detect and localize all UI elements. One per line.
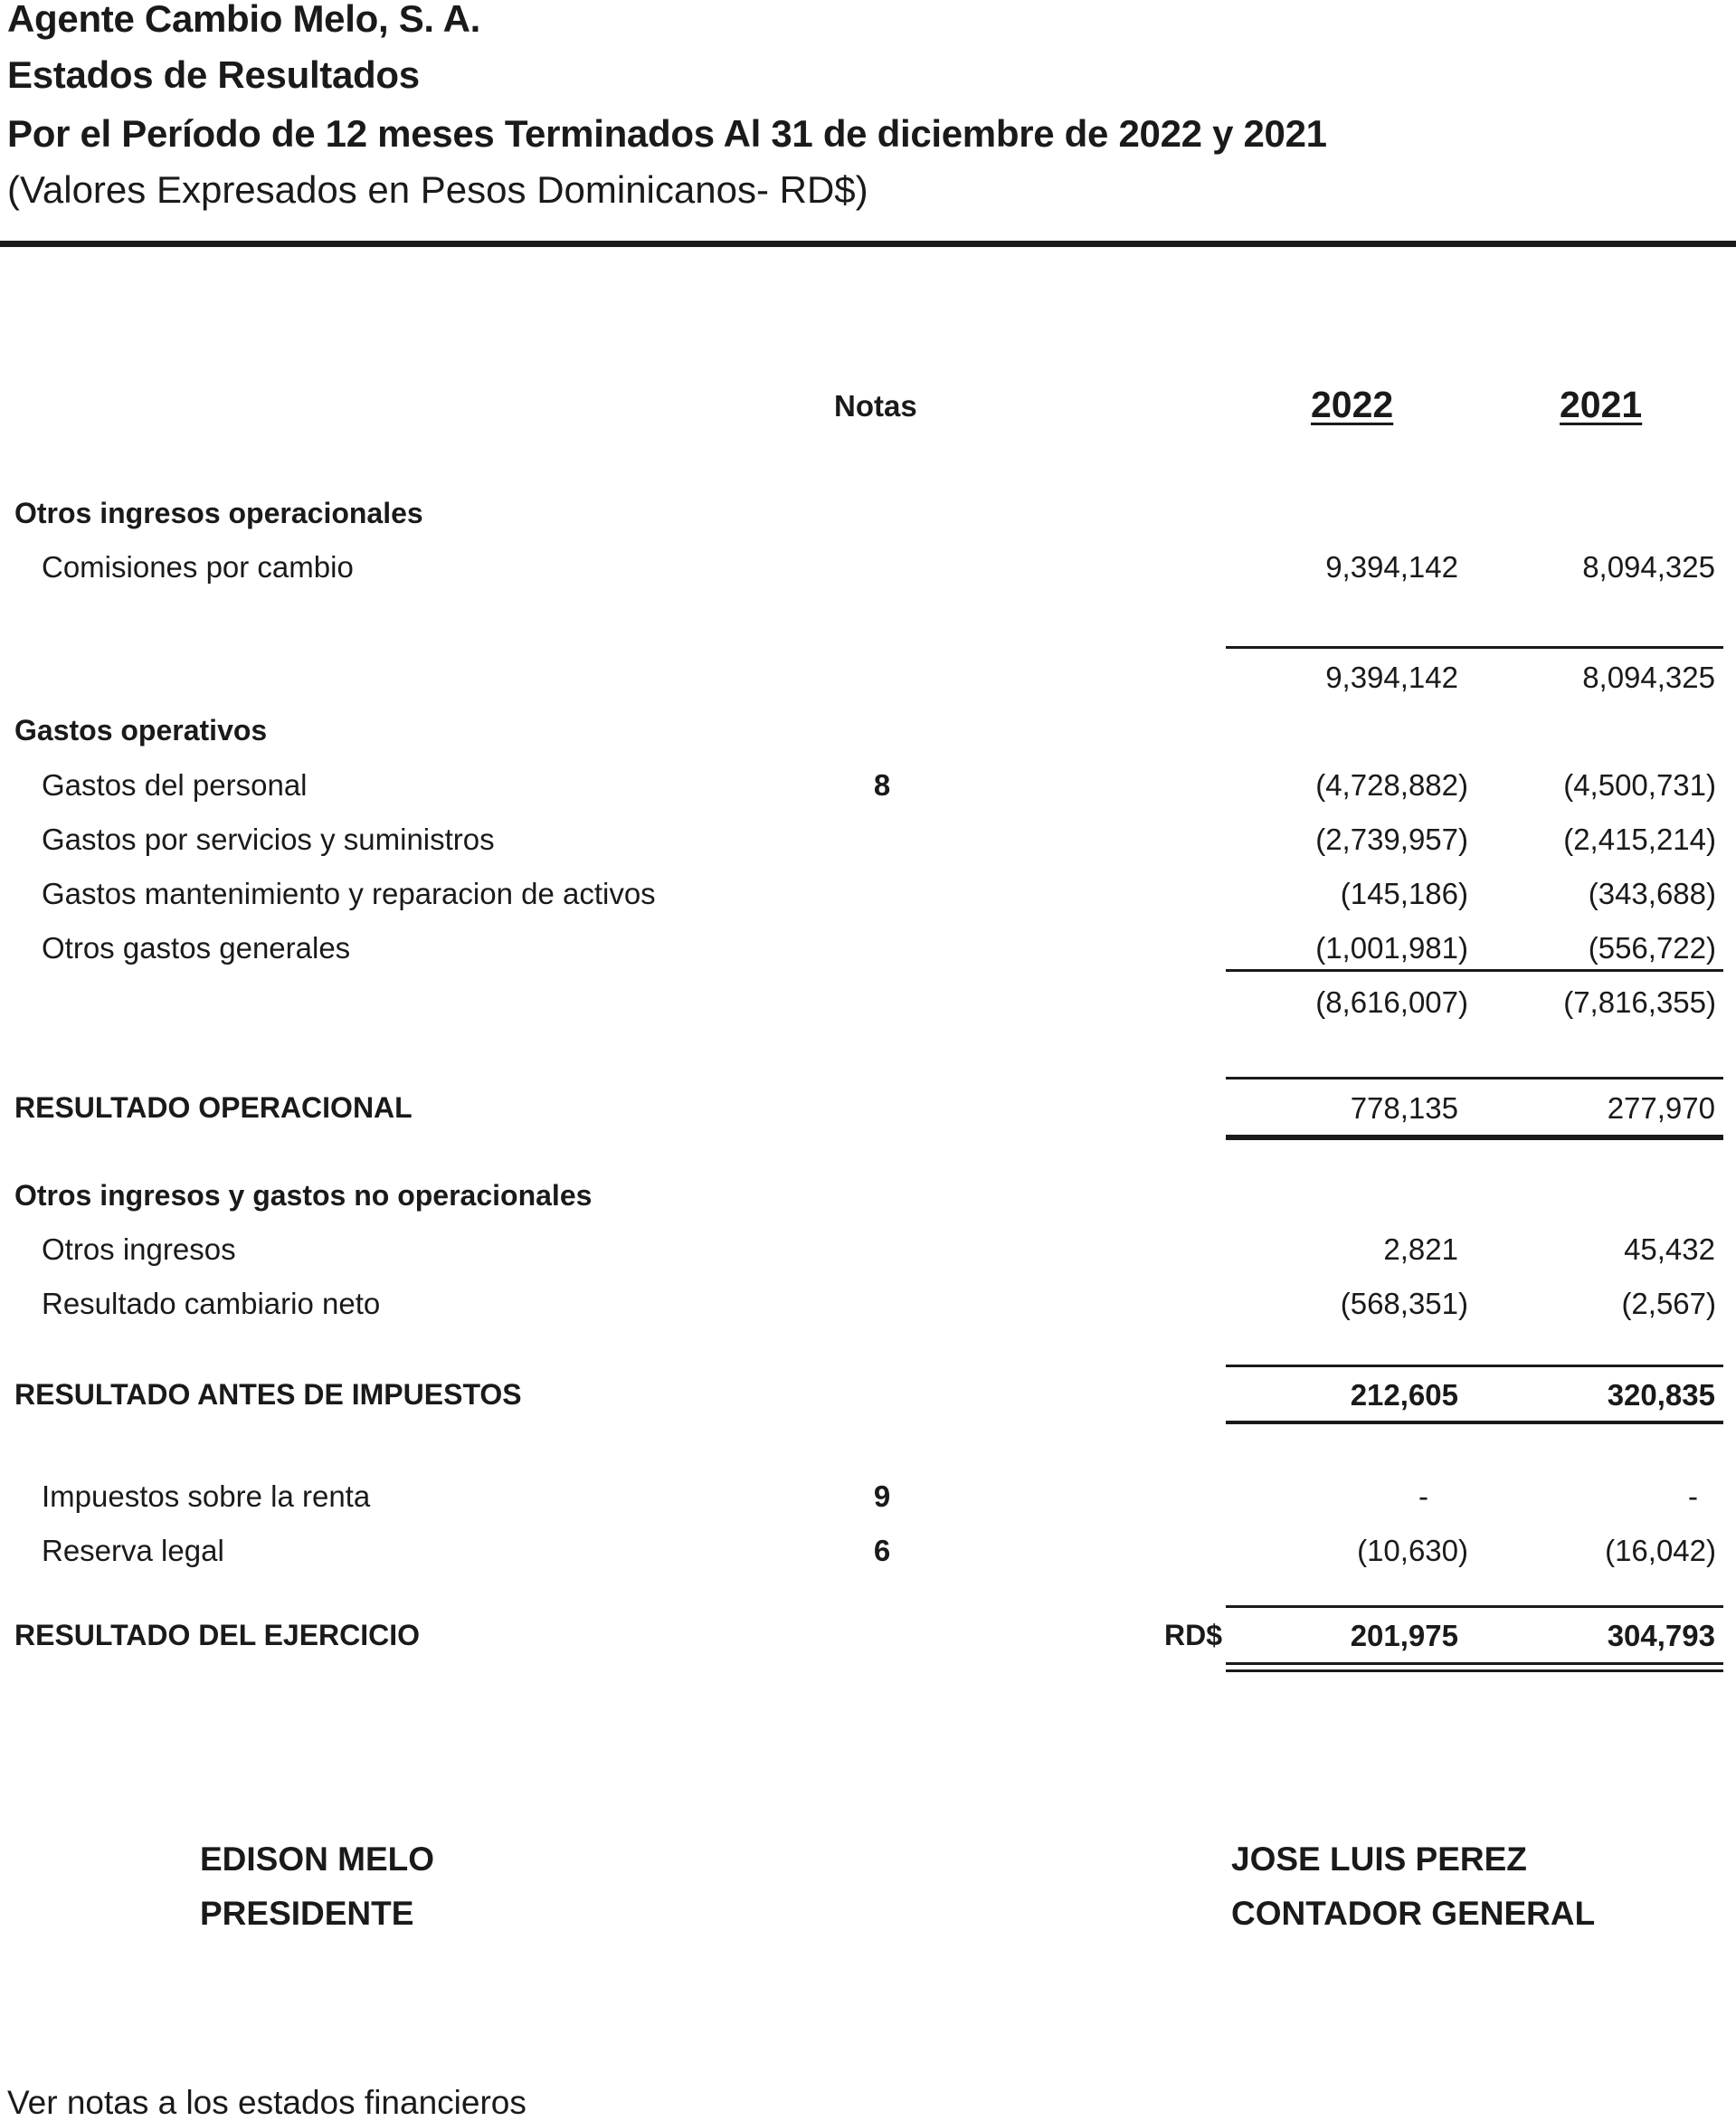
- signer-left-title: PRESIDENTE: [200, 1895, 414, 1932]
- year-2021-header: 2021: [1560, 384, 1643, 425]
- total-rule-bottom: [1226, 1135, 1723, 1140]
- gastos-personal-2021: (4,500,731): [1563, 768, 1716, 802]
- year-2022-header: 2022: [1311, 384, 1394, 425]
- gastos-servicios-label: Gastos por servicios y suministros: [42, 823, 495, 856]
- header-rule: [0, 241, 1736, 247]
- total-rule-top: [1226, 1077, 1723, 1080]
- statement-title: Estados de Resultados: [7, 53, 420, 96]
- resultado-ejercicio-label: RESULTADO DEL EJERCICIO: [14, 1619, 421, 1651]
- section-gastos-operativos: Gastos operativos: [14, 714, 268, 747]
- reserva-legal-2021: (16,042): [1605, 1534, 1716, 1567]
- total-rule-bottom: [1226, 1421, 1723, 1424]
- impuestos-2021: -: [1688, 1479, 1698, 1513]
- resultado-ejercicio-2021: 304,793: [1607, 1619, 1715, 1652]
- notes-column-header: Notas: [834, 389, 917, 423]
- resultado-operacional-label: RESULTADO OPERACIONAL: [14, 1091, 413, 1124]
- double-rule-upper: [1226, 1662, 1723, 1665]
- otros-gastos-2021: (556,722): [1588, 931, 1716, 965]
- gastos-mantenimiento-2021: (343,688): [1588, 877, 1716, 910]
- resultado-cambiario-label: Resultado cambiario neto: [42, 1287, 381, 1320]
- impuestos-label: Impuestos sobre la renta: [42, 1479, 371, 1513]
- gastos-personal-2022: (4,728,882): [1315, 768, 1468, 802]
- gastos-servicios-2021: (2,415,214): [1563, 823, 1716, 856]
- otros-gastos-2022: (1,001,981): [1315, 931, 1468, 965]
- otros-ingresos-2022: 2,821: [1383, 1232, 1458, 1266]
- comisiones-2022: 9,394,142: [1325, 550, 1458, 584]
- impuestos-2022: -: [1418, 1479, 1428, 1513]
- total-rule-top: [1226, 1365, 1723, 1367]
- subtotal-rule: [1226, 969, 1723, 972]
- section-no-operacionales: Otros ingresos y gastos no operacionales: [14, 1179, 593, 1212]
- reserva-legal-note: 6: [873, 1534, 891, 1567]
- company-name: Agente Cambio Melo, S. A.: [7, 0, 480, 40]
- resultado-antes-impuestos-label: RESULTADO ANTES DE IMPUESTOS: [14, 1378, 522, 1411]
- otros-gastos-label: Otros gastos generales: [42, 931, 351, 965]
- signer-right-name: JOSE LUIS PEREZ: [1231, 1840, 1527, 1878]
- comisiones-label: Comisiones por cambio: [42, 550, 354, 584]
- total-rule-top: [1226, 1605, 1723, 1608]
- footer-note: Ver notas a los estados financieros: [7, 2084, 526, 2121]
- resultado-antes-impuestos-2022: 212,605: [1350, 1378, 1458, 1412]
- ingresos-subtotal-2021: 8,094,325: [1582, 661, 1715, 694]
- gastos-mantenimiento-label: Gastos mantenimiento y reparacion de activos: [42, 877, 656, 910]
- gastos-subtotal-2022: (8,616,007): [1315, 985, 1468, 1019]
- ingresos-subtotal-2022: 9,394,142: [1325, 661, 1458, 694]
- currency-symbol: RD$: [1164, 1619, 1223, 1651]
- signer-left-name: EDISON MELO: [200, 1840, 435, 1878]
- resultado-cambiario-2021: (2,567): [1621, 1287, 1716, 1320]
- resultado-cambiario-2022: (568,351): [1340, 1287, 1468, 1320]
- comisiones-2021: 8,094,325: [1582, 550, 1715, 584]
- gastos-personal-note: 8: [873, 768, 891, 802]
- gastos-mantenimiento-2022: (145,186): [1340, 877, 1468, 910]
- section-otros-ingresos-operacionales: Otros ingresos operacionales: [14, 497, 423, 529]
- reserva-legal-2022: (10,630): [1357, 1534, 1468, 1567]
- gastos-subtotal-2021: (7,816,355): [1563, 985, 1716, 1019]
- resultado-antes-impuestos-2021: 320,835: [1607, 1378, 1715, 1412]
- otros-ingresos-label: Otros ingresos: [42, 1232, 236, 1266]
- gastos-servicios-2022: (2,739,957): [1315, 823, 1468, 856]
- period-title: Por el Período de 12 meses Terminados Al 31 de diciembre de 2022 y 2021: [7, 112, 1327, 155]
- currency-note: (Valores Expresados en Pesos Dominicanos- RD$): [7, 168, 868, 211]
- impuestos-note: 9: [873, 1479, 891, 1513]
- resultado-operacional-2021: 277,970: [1607, 1091, 1715, 1125]
- resultado-ejercicio-2022: 201,975: [1350, 1619, 1458, 1652]
- otros-ingresos-2021: 45,432: [1624, 1232, 1715, 1266]
- subtotal-rule: [1226, 646, 1723, 649]
- resultado-operacional-2022: 778,135: [1350, 1091, 1458, 1125]
- gastos-personal-label: Gastos del personal: [42, 768, 308, 802]
- signer-right-title: CONTADOR GENERAL: [1231, 1895, 1596, 1932]
- reserva-legal-label: Reserva legal: [42, 1534, 224, 1567]
- double-rule-lower: [1226, 1669, 1723, 1672]
